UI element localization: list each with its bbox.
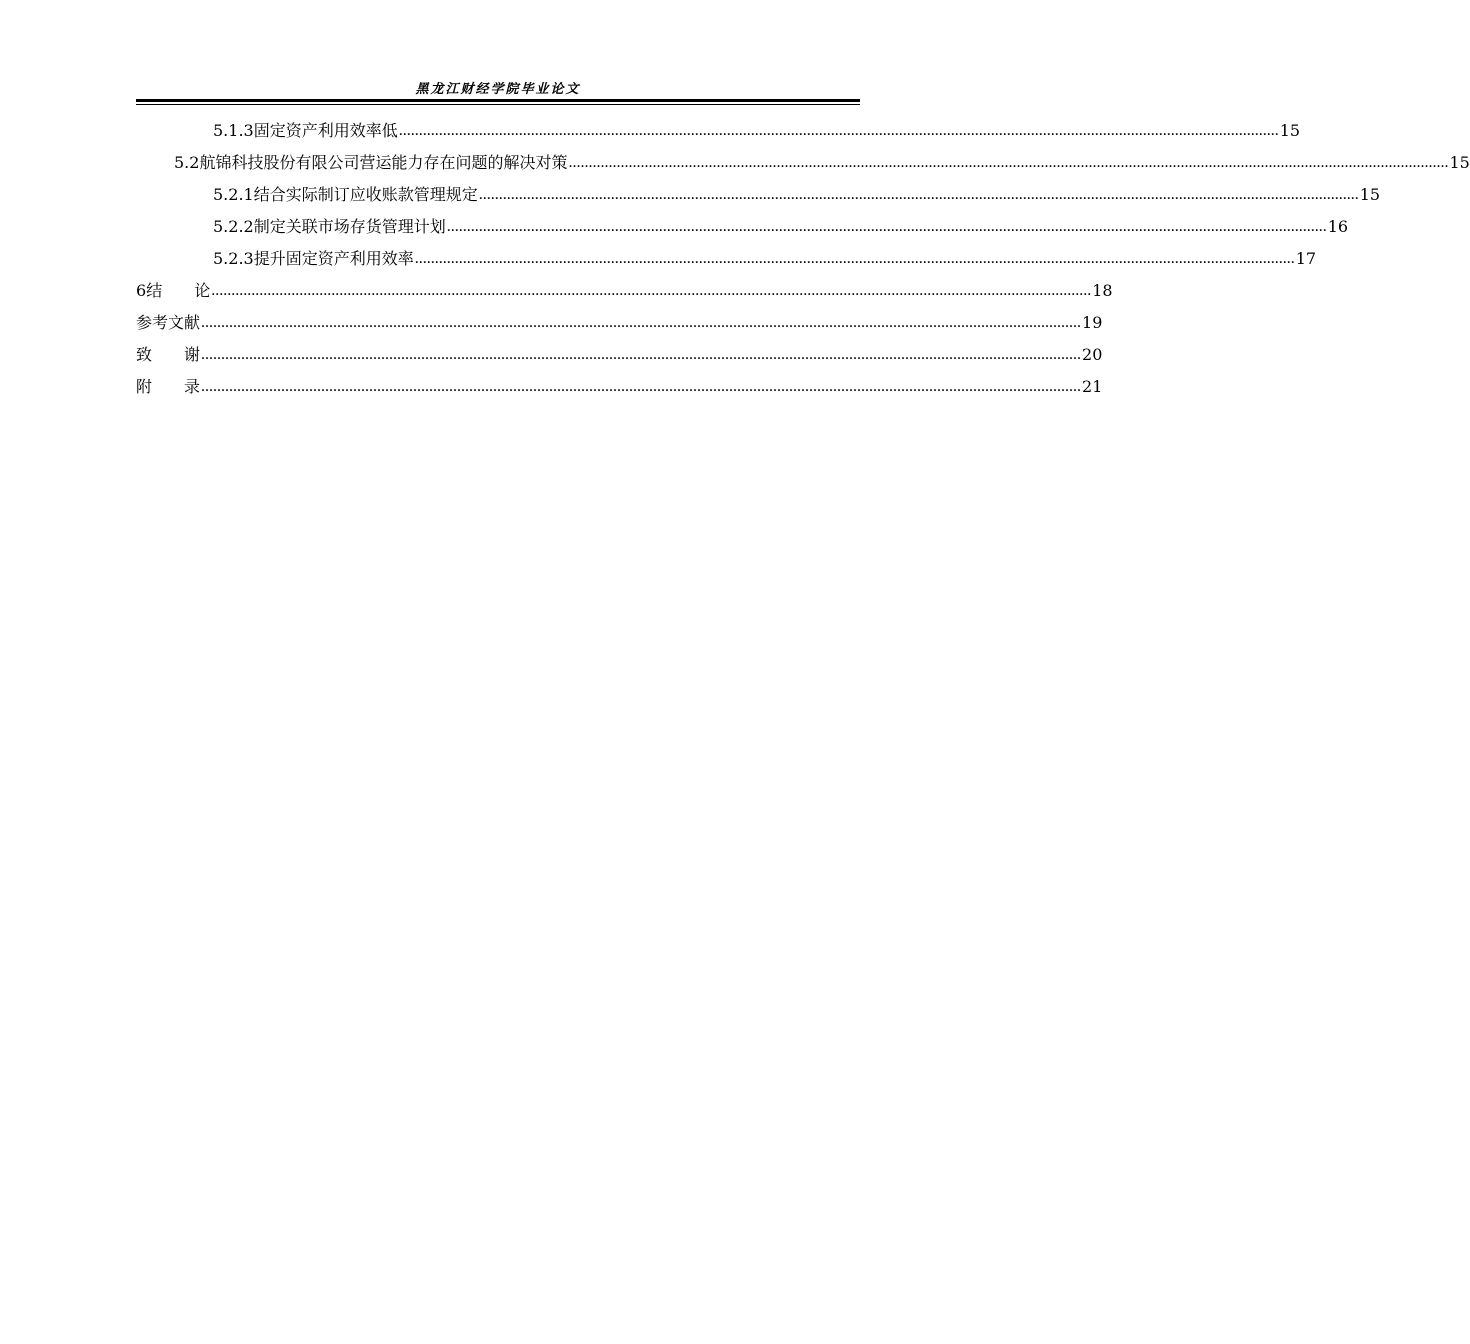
toc-leader-dots: ............................................................................................................................................................................................................................ <box>201 346 1082 363</box>
toc-entry-title: 结 论 <box>146 281 211 300</box>
toc-entry-5-2-1[interactable] <box>136 179 1381 211</box>
toc-entry-number: 5.2.2 <box>213 217 254 236</box>
toc-entry-page: 16 <box>1327 217 1349 236</box>
toc-entry-5-2-2[interactable] <box>136 211 1349 243</box>
toc-leader-dots: ............................................................................................................................................................................................................................ <box>201 314 1082 331</box>
toc-entry-page: 15 <box>1359 185 1381 204</box>
toc-leader-dots: ............................................................................................................................................................................................................................ <box>478 186 1359 203</box>
toc-leader-dots: ............................................................................................................................................................................................................................ <box>568 154 1449 171</box>
table-of-contents <box>136 115 1470 403</box>
toc-entry-page: 17 <box>1295 249 1317 268</box>
toc-entry-page: 15 <box>1279 121 1301 140</box>
header-rule-thick <box>136 99 860 102</box>
toc-leader-dots: ............................................................................................................................................................................................................................ <box>446 218 1327 235</box>
toc-entry-title: 结合实际制订应收账款管理规定 <box>253 185 478 204</box>
page-header-title: 黑龙江财经学院毕业论文 <box>415 82 581 97</box>
toc-entry-number: 5.1.3 <box>213 121 254 140</box>
toc-entry-title: 附 录 <box>136 377 201 396</box>
toc-leader-dots: ............................................................................................................................................................................................................................ <box>398 122 1279 139</box>
toc-entry-number: 6 <box>136 281 147 300</box>
header-rule-thin <box>136 104 860 105</box>
toc-entry-title: 参考文献 <box>136 313 201 332</box>
toc-entry-conclusion[interactable] <box>136 275 1113 307</box>
toc-leader-dots: ............................................................................................................................................................................................................................ <box>201 378 1082 395</box>
toc-entry-page: 19 <box>1082 313 1103 332</box>
toc-entry-page: 18 <box>1092 281 1113 300</box>
toc-entry-acknowledgements[interactable] <box>136 339 1103 371</box>
toc-leader-dots: ............................................................................................................................................................................................................................ <box>414 250 1295 267</box>
toc-entry-page: 15 <box>1449 153 1470 172</box>
toc-entry-number: 5.2.1 <box>213 185 254 204</box>
toc-entry-appendix[interactable] <box>136 371 1103 403</box>
toc-entry-number: 5.2 <box>174 153 200 172</box>
toc-entry-page: 20 <box>1082 345 1103 364</box>
toc-entry-references[interactable] <box>136 307 1103 339</box>
toc-leader-dots: ............................................................................................................................................................................................................................ <box>211 282 1092 299</box>
toc-entry-5-1-3[interactable] <box>136 115 1301 147</box>
toc-entry-title: 致 谢 <box>136 345 201 364</box>
toc-entry-title: 提升固定资产利用效率 <box>253 249 414 268</box>
toc-entry-page: 21 <box>1082 377 1103 396</box>
toc-entry-title: 固定资产利用效率低 <box>253 121 398 140</box>
toc-entry-5-2-3[interactable] <box>136 243 1317 275</box>
toc-entry-title: 制定关联市场存货管理计划 <box>253 217 446 236</box>
toc-entry-title: 航锦科技股份有限公司营运能力存在问题的解决对策 <box>199 153 568 172</box>
toc-entry-5-2[interactable] <box>136 147 1470 179</box>
toc-entry-number: 5.2.3 <box>213 249 254 268</box>
